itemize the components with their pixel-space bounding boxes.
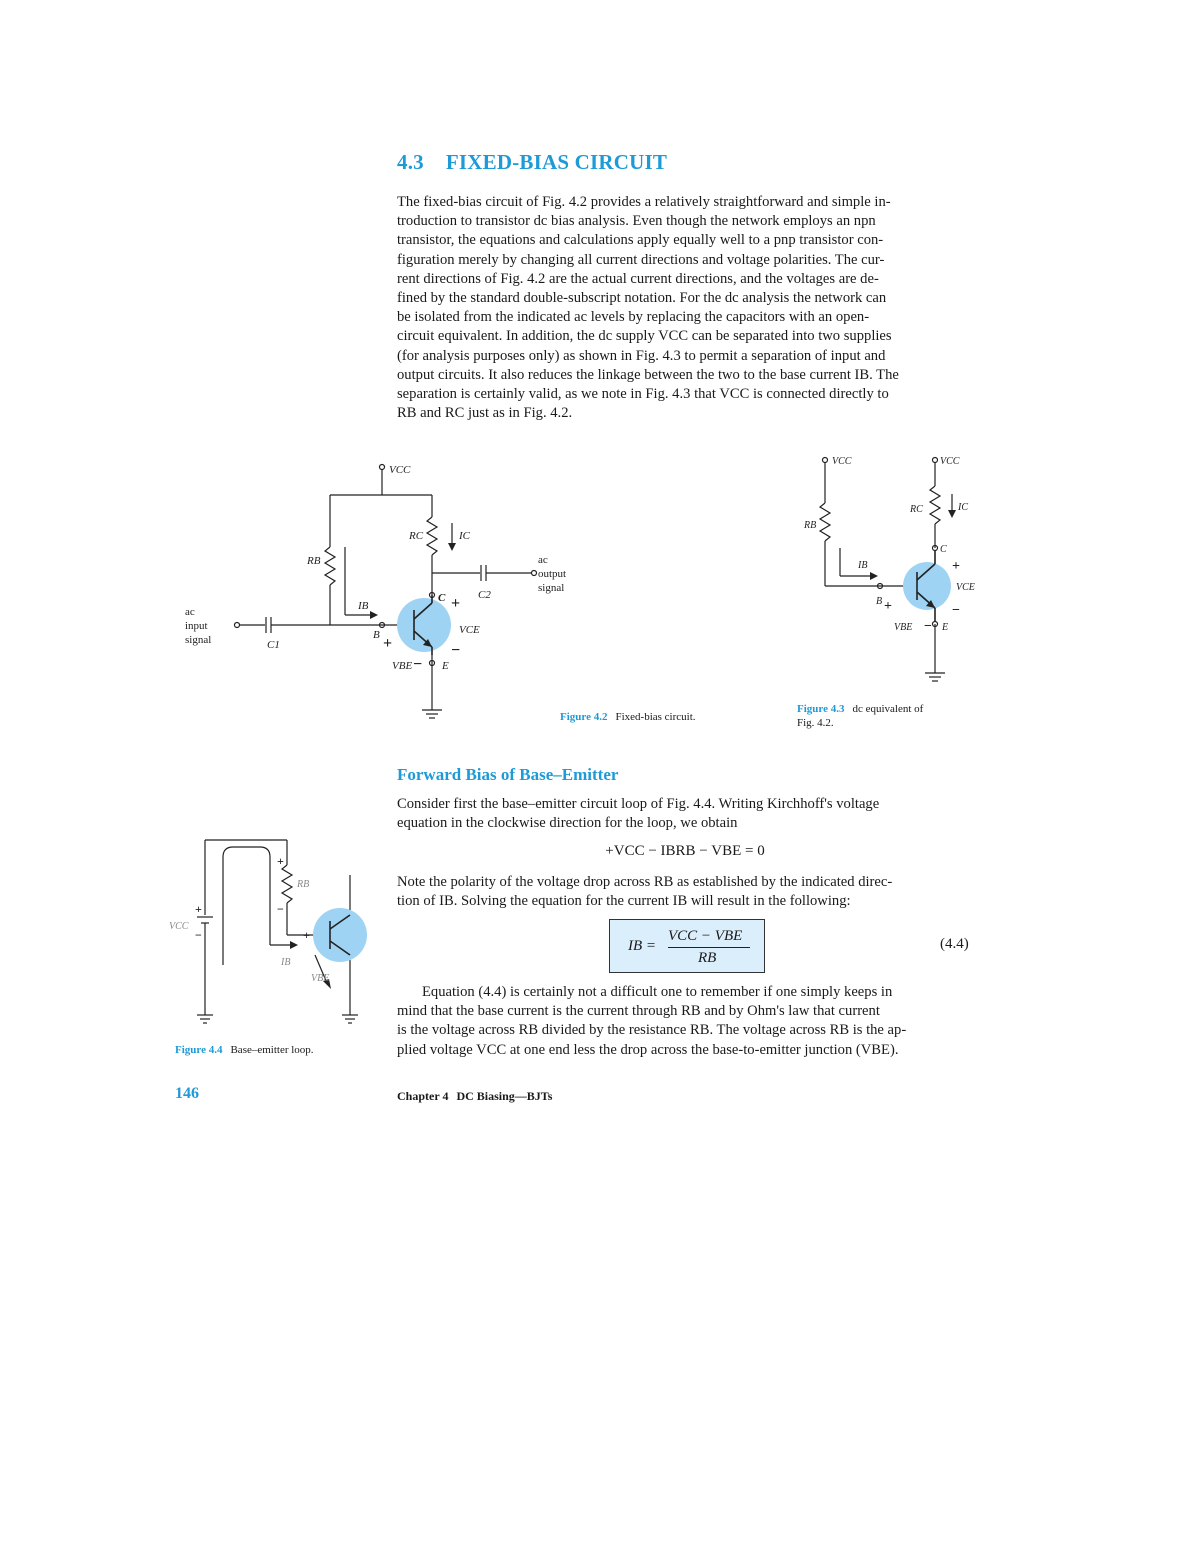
ac-output-label-3: signal	[538, 582, 565, 594]
equation-denominator: RB	[698, 950, 717, 966]
text-line: circuit equivalent. In addition, the dc supply VCC can be separated into two supplies	[397, 328, 892, 345]
svg-text:−: −	[952, 603, 960, 618]
vce-label: VCE	[956, 582, 975, 593]
vcc-label: VCC	[389, 464, 411, 476]
ac-input-label-1: ac	[185, 606, 195, 618]
page-number: 146	[175, 1085, 199, 1102]
figure-caption-text: Fixed-bias circuit.	[615, 711, 696, 723]
equation-lhs: IB =	[628, 938, 657, 954]
ac-input-label-2: input	[185, 620, 208, 632]
e-label: E	[442, 660, 449, 672]
equation-4-4-box	[609, 919, 765, 973]
text-line: is the voltage across RB divided by the resistance RB. The voltage across RB is the ap-	[397, 1022, 907, 1039]
e-label: E	[942, 622, 949, 633]
chapter-title: DC Biasing—BJTs	[456, 1089, 553, 1103]
figure-4-4-caption	[175, 1043, 314, 1057]
fraction-bar	[668, 947, 750, 948]
svg-text:−: −	[924, 619, 932, 634]
c1-label: C1	[267, 639, 280, 651]
svg-text:+: +	[303, 928, 310, 942]
text-line: figuration merely by changing all current directions and voltage polarities. The cur-	[397, 251, 885, 268]
rc-label: RC	[910, 504, 923, 515]
text-line: rent directions of Fig. 4.2 are the actual current directions, and the voltages are de-	[397, 270, 879, 287]
text-line: RB and RC just as in Fig. 4.2.	[397, 405, 573, 422]
paragraph-3	[397, 873, 977, 911]
ac-input-label-3: signal	[185, 634, 212, 646]
intro-paragraph	[397, 193, 977, 423]
chapter-label: Chapter 4	[397, 1089, 449, 1103]
svg-text:+: +	[195, 902, 202, 916]
text-line: separation is certainly valid, as we note in Fig. 4.3 that VCC is connected directly to	[397, 386, 889, 403]
figure-label: Figure 4.2	[560, 711, 608, 723]
c-label: C	[438, 592, 446, 604]
rb-label: RB	[307, 555, 321, 567]
figure-caption-text: Fig. 4.2.	[797, 717, 834, 729]
text-line: The fixed-bias circuit of Fig. 4.2 provides a relatively straightforward and simple in-	[397, 194, 891, 210]
section-title	[397, 150, 667, 175]
svg-text:−: −	[195, 928, 202, 942]
ib-label: IB	[281, 957, 291, 968]
figure-label: Figure 4.3	[797, 703, 845, 715]
svg-text:+: +	[952, 559, 960, 574]
vbe-label: VBE	[311, 973, 330, 984]
figure-caption-text: dc equivalent of	[852, 703, 924, 715]
text-line: equation in the clockwise direction for the loop, we obtain	[397, 815, 738, 832]
rb-label: RB	[804, 520, 817, 531]
ic-label: IC	[958, 502, 968, 513]
section-heading: FIXED-BIAS CIRCUIT	[445, 150, 668, 174]
text-line: fined by the standard double-subscript notation. For the dc analysis the network can	[397, 290, 887, 307]
c-label: C	[940, 544, 947, 555]
c2-label: C2	[478, 589, 491, 601]
vcc-right-label: VCC	[940, 456, 960, 467]
svg-text:−: −	[277, 902, 284, 916]
equation-kvl: +VCC − IBRB − VBE = 0	[605, 843, 765, 859]
paragraph-4	[397, 983, 977, 1060]
ib-label: IB	[358, 600, 369, 612]
figure-caption-text: Base–emitter loop.	[230, 1044, 314, 1056]
vcc-label: VCC	[169, 921, 189, 932]
ac-output-label-2: output	[538, 568, 567, 580]
ac-output-label-1: ac	[538, 554, 548, 566]
figure-4-2-diagram	[180, 455, 600, 725]
ic-label: IC	[459, 530, 470, 542]
vcc-left-label: VCC	[832, 456, 852, 467]
b-label: B	[876, 596, 883, 607]
figure-4-2-caption	[560, 710, 696, 724]
paragraph-2	[397, 795, 977, 833]
text-line: mind that the base current is the current through RB and by Ohm's law that current	[397, 1003, 880, 1020]
subsection-title: Forward Bias of Base–Emitter	[397, 765, 619, 784]
vce-label: VCE	[459, 624, 480, 636]
text-line: Consider first the base–emitter circuit loop of Fig. 4.4. Writing Kirchhoff's voltage	[397, 796, 880, 812]
ib-label: IB	[858, 560, 868, 571]
text-line: tion of IB. Solving the equation for the current IB will result in the following:	[397, 893, 851, 910]
text-line: (for analysis purposes only) as shown in Fig. 4.3 to permit a separation of input and	[397, 347, 886, 364]
svg-text:−: −	[451, 642, 461, 659]
figure-4-3-caption	[797, 702, 923, 730]
text-line: be isolated from the indicated ac levels by replacing the capacitors with an open-	[397, 309, 870, 326]
vbe-label: VBE	[392, 660, 413, 672]
figure-4-3-diagram	[790, 448, 980, 698]
equation-numerator: VCC − VBE	[668, 928, 743, 944]
text-line: Equation (4.4) is certainly not a difficult one to remember if one simply keeps in	[422, 984, 893, 1000]
svg-text:+: +	[884, 599, 892, 614]
vbe-label: VBE	[894, 622, 913, 633]
figure-4-4-diagram	[165, 835, 375, 1035]
text-line: Note the polarity of the voltage drop across RB as established by the indicated direc-	[397, 874, 893, 890]
text-line: plied voltage VCC at one end less the drop across the base-to-emitter junction (VBE).	[397, 1041, 899, 1058]
equation-number: (4.4)	[940, 936, 969, 952]
rb-label: RB	[297, 879, 310, 890]
svg-text:+: +	[277, 854, 284, 868]
figure-label: Figure 4.4	[175, 1044, 223, 1056]
text-line: transistor, the equations and calculations apply equally well to a pnp transistor con-	[397, 232, 884, 249]
b-label: B	[373, 629, 380, 641]
svg-text:+: +	[383, 635, 393, 652]
svg-text:+: +	[451, 595, 461, 612]
text-line: troduction to transistor dc bias analysis. Even though the network employs an npn	[397, 213, 876, 230]
rc-label: RC	[409, 530, 424, 542]
svg-text:−: −	[413, 656, 423, 673]
text-line: output circuits. It also reduces the linkage between the two to the base current IB. The	[397, 366, 899, 383]
running-footer	[397, 1089, 560, 1104]
section-number: 4.3	[397, 150, 424, 174]
